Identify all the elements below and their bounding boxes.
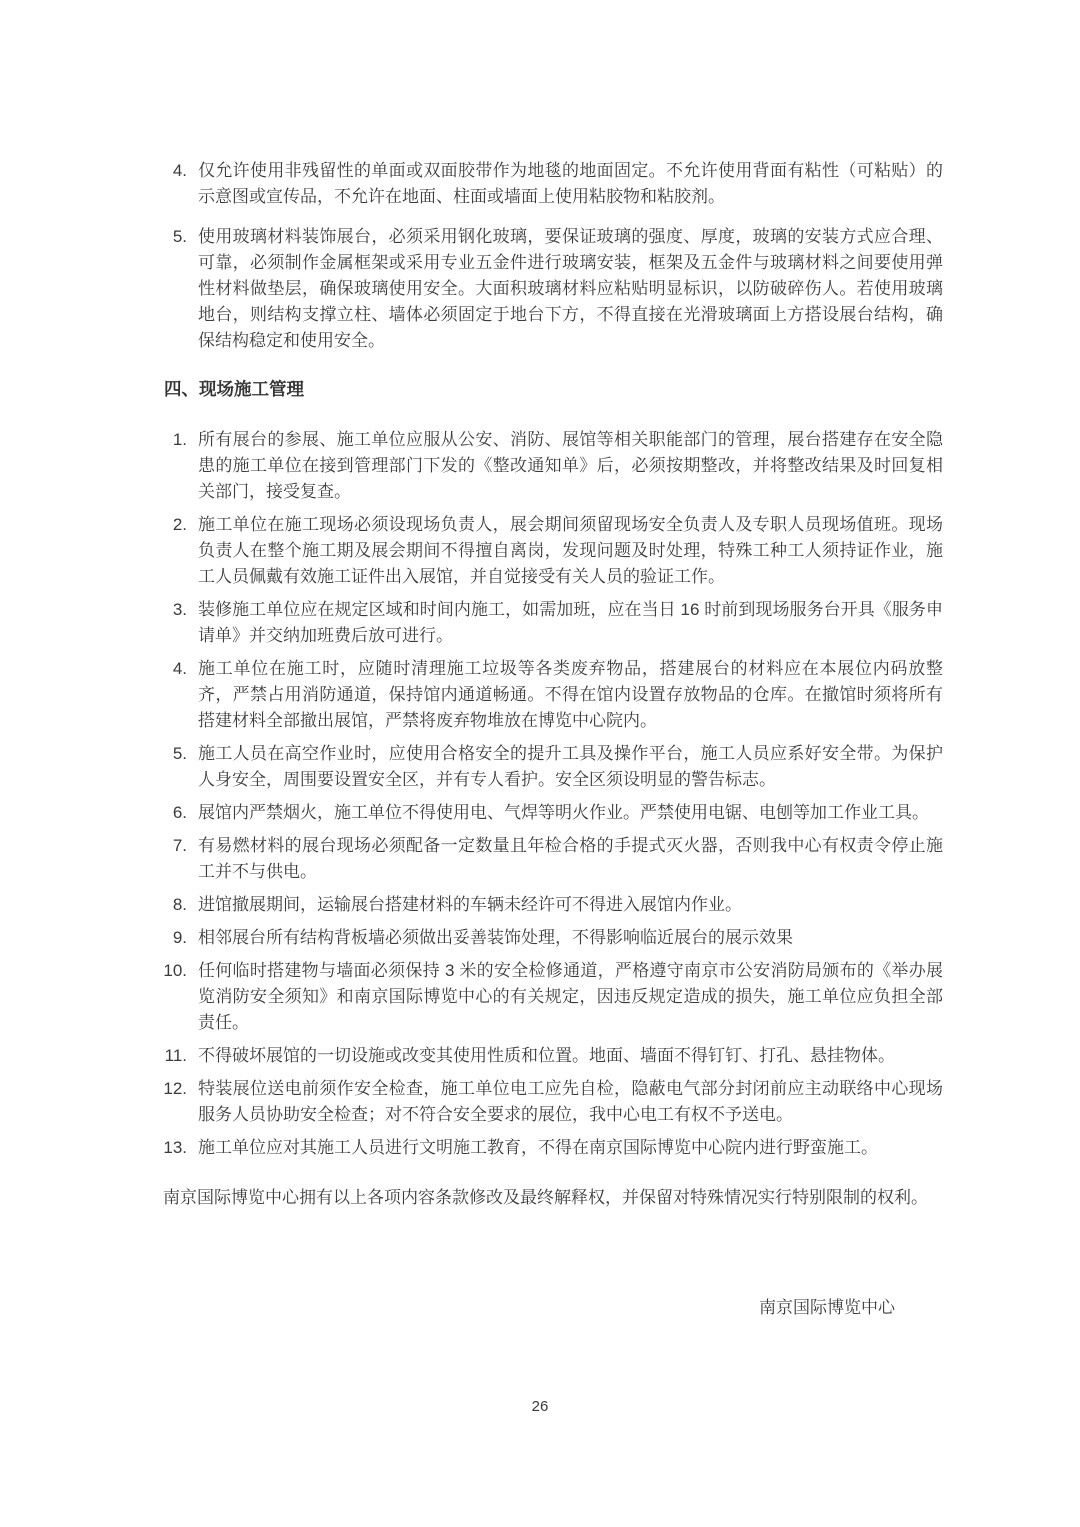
list-item — [163, 158, 943, 210]
list-item — [163, 656, 943, 734]
list-item — [163, 1043, 943, 1069]
list-item-number: 6. — [172, 803, 187, 822]
list-item — [163, 741, 943, 793]
list-item-text: 施工单位在施工时，应随时清理施工垃圾等各类废弃物品，搭建展台的材料应在本展位内码放整齐，严禁占用消防通道，保持馆内通道畅通。不得在馆内设置存放物品的仓库。在撤馆时须将所有搭建材料全部撤出展馆，严禁将废弃物堆放在博览中心院内。 — [198, 659, 943, 730]
section-heading: 四、现场施工管理 — [164, 379, 304, 399]
list-item-text: 仅允许使用非残留性的单面或双面胶带作为地毯的地面固定。不允许使用背面有粘性（可粘贴）的示意图或宣传品，不允许在地面、柱面或墙面上使用粘胶物和粘胶剂。 — [198, 161, 943, 206]
list-item-number: 9. — [172, 928, 187, 947]
list-item — [163, 925, 943, 951]
list-item-number: 13. — [163, 1138, 187, 1157]
list-item-text: 施工单位应对其施工人员进行文明施工教育，不得在南京国际博览中心院内进行野蛮施工。 — [198, 1138, 878, 1157]
list-item-text: 进馆撤展期间，运输展台搭建材料的车辆未经许可不得进入展馆内作业。 — [198, 895, 742, 914]
list-item-text: 施工单位在施工现场必须设现场负责人，展会期间须留现场安全负责人及专职人员现场值班。现场负责人在整个施工期及展会期间不得擅自离岗，发现问题及时处理，特殊工种工人须持证作业，施工人员佩戴有效施工证件出入展馆，并自觉接受有关人员的验证工作。 — [198, 515, 943, 586]
list-item-text: 装修施工单位应在规定区域和时间内施工，如需加班，应在当日 16 时前到现场服务台开具《服务申请单》并交纳加班费后放可进行。 — [198, 600, 943, 645]
list-item — [163, 833, 943, 885]
list-item — [163, 892, 943, 918]
list-item-text: 任何临时搭建物与墙面必须保持 3 米的安全检修通道，严格遵守南京市公安消防局颁布的《举办展览消防安全须知》和南京国际博览中心的有关规定，因违反规定造成的损失，施工单位应负担全部责任。 — [198, 961, 943, 1032]
list-item-text: 使用玻璃材料装饰展台，必须采用钢化玻璃，要保证玻璃的强度、厚度，玻璃的安装方式应合理、可靠，必须制作金属框架或采用专业五金件进行玻璃安装，框架及五金件与玻璃材料之间要使用弹性材料做垫层，确保玻璃使用安全。大面积玻璃材料应粘贴明显标识，以防破碎伤人。若使用玻璃地台，则结构支撑立柱、墙体必须固定于地台下方，不得直接在光滑玻璃面上方搭设展台结构，确保结构稳定和使用安全。 — [198, 227, 943, 350]
list-item-number: 7. — [172, 836, 187, 855]
list-item — [163, 224, 943, 354]
list-item-number: 10. — [163, 961, 187, 980]
closing-paragraph: 南京国际博览中心拥有以上各项内容条款修改及最终解释权，并保留对特殊情况实行特别限制的权利。 — [163, 1188, 928, 1207]
section-list — [163, 427, 943, 1161]
list-item-number: 11. — [164, 1046, 187, 1065]
list-item — [163, 597, 943, 649]
page-number: 26 — [531, 1398, 549, 1415]
list-item-text: 相邻展台所有结构背板墙必须做出妥善装饰处理，不得影响临近展台的展示效果 — [198, 928, 793, 947]
list-item-text: 施工人员在高空作业时，应使用合格安全的提升工具及操作平台，施工人员应系好安全带。为保护人身安全，周围要设置安全区，并有专人看护。安全区须设明显的警告标志。 — [198, 744, 943, 789]
list-item-number: 12. — [163, 1079, 187, 1098]
list-item-number: 2. — [172, 515, 187, 534]
list-item — [163, 512, 943, 590]
list-item-number: 4. — [172, 659, 187, 678]
list-item-text: 有易燃材料的展台现场必须配备一定数量且年检合格的手提式灭火器，否则我中心有权责令停止施工并不与供电。 — [198, 836, 943, 881]
list-item-text: 所有展台的参展、施工单位应服从公安、消防、展馆等相关职能部门的管理，展台搭建存在安全隐患的施工单位在接到管理部门下发的《整改通知单》后，必须按期整改，并将整改结果及时回复相关部门，接受复查。 — [198, 430, 943, 501]
list-item — [163, 800, 943, 826]
list-item-number: 8. — [172, 895, 187, 914]
intro-list — [163, 158, 943, 354]
list-item — [163, 958, 943, 1036]
list-item-number: 4. — [172, 161, 187, 180]
list-item-text: 特装展位送电前须作安全检查，施工单位电工应先自检，隐蔽电气部分封闭前应主动联络中心现场服务人员协助安全检查；对不符合安全要求的展位，我中心电工有权不予送电。 — [198, 1079, 943, 1124]
list-item — [163, 1135, 943, 1161]
signature: 南京国际博览中心 — [759, 1298, 895, 1317]
list-item-number: 1. — [172, 430, 187, 449]
list-item — [163, 427, 943, 505]
list-item-number: 5. — [172, 227, 187, 246]
list-item-number: 5. — [172, 744, 187, 763]
list-item — [163, 1076, 943, 1128]
list-item-text: 展馆内严禁烟火，施工单位不得使用电、气焊等明火作业。严禁使用电锯、电刨等加工作业工具。 — [198, 803, 929, 822]
list-item-text: 不得破坏展馆的一切设施或改变其使用性质和位置。地面、墙面不得钉钉、打孔、悬挂物体。 — [198, 1046, 895, 1065]
list-item-number: 3. — [172, 600, 187, 619]
document-content — [163, 158, 943, 1321]
